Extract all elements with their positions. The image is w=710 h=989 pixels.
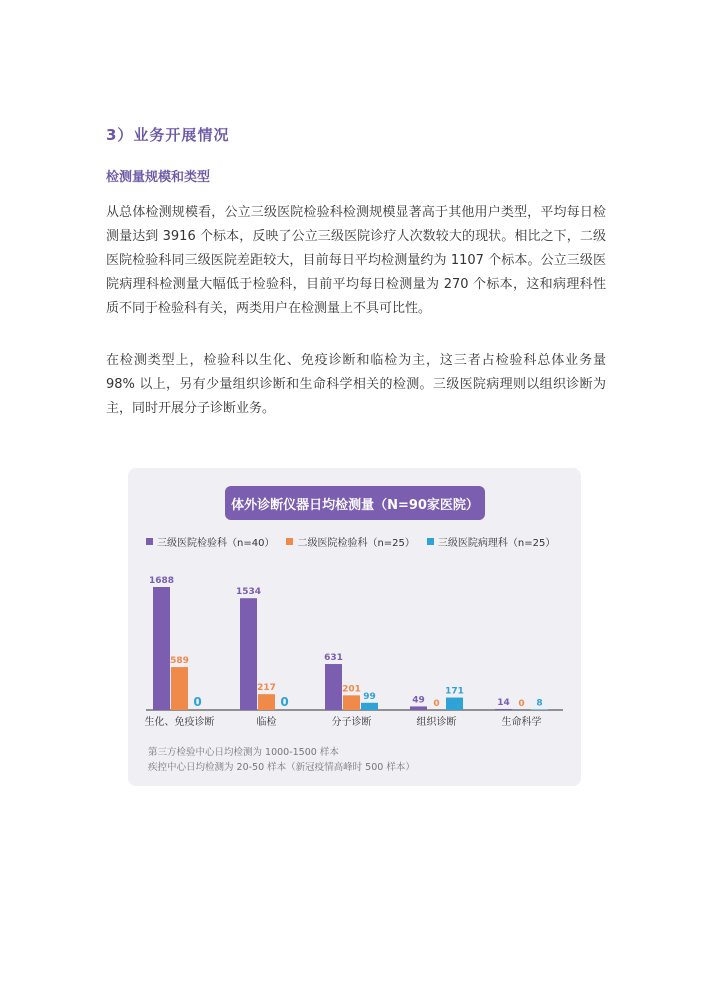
legend-label: 三级医院病理科（n=25） <box>437 538 556 549</box>
bar-4-0 <box>495 709 512 710</box>
data-label-3-1: 0 <box>433 699 440 709</box>
data-label-4-0: 14 <box>497 697 510 708</box>
chart-legend <box>146 534 555 549</box>
legend-item-tertiary-lab <box>146 534 274 549</box>
data-label-3-2: 171 <box>445 686 464 697</box>
legend-swatch <box>146 538 153 545</box>
legend-item-tertiary-pathology <box>427 534 555 549</box>
bar-2-2 <box>361 703 378 710</box>
legend-label: 三级医院检验科（n=40） <box>157 538 275 549</box>
footnote-third-party: 第三方检验中心日均检测为 1000-1500 样本 <box>148 747 339 758</box>
data-label-0-0: 1688 <box>148 576 175 586</box>
legend-swatch <box>427 538 434 545</box>
bar-3-0 <box>410 706 427 710</box>
data-label-0-1: 589 <box>170 656 189 667</box>
category-label: 临检 <box>256 717 277 728</box>
bar-2-0 <box>325 664 342 710</box>
bar-1-0 <box>240 598 257 710</box>
data-label-1-0: 1534 <box>235 587 262 598</box>
data-label-0-2: 0 <box>193 695 202 709</box>
bar-3-2 <box>446 698 463 710</box>
paragraph-detection-type: 在检测类型上，检验科以生化、免疫诊断和临检为主，这三者占检验科总体业务量 98% 以上，另有少量组织诊断和生命科学相关的检测。三级医院病理则以组织诊断为主，同时开展分子诊断业务。 <box>106 353 606 416</box>
category-label: 组织诊断 <box>416 717 457 728</box>
bar-1-1 <box>258 694 275 710</box>
data-label-1-2: 0 <box>280 695 289 709</box>
data-label-3-0: 49 <box>412 695 425 706</box>
data-label-4-1: 0 <box>518 699 525 709</box>
chart-card <box>128 468 581 786</box>
legend-label: 二级医院检验科（n=25） <box>297 538 415 549</box>
category-label: 分子诊断 <box>331 717 372 728</box>
bar-0-1 <box>171 667 188 710</box>
data-label-2-0: 631 <box>324 653 343 664</box>
sub-heading: 检测量规模和类型 <box>106 170 211 185</box>
section-heading: 3）业务开展情况 <box>106 126 230 144</box>
category-label: 生命科学 <box>501 717 542 728</box>
data-label-2-1: 201 <box>342 684 361 695</box>
footnote-cdc: 疾控中心日均检测为 20-50 样本（新冠疫情高峰时 500 样本） <box>148 762 415 773</box>
category-label: 生化、免疫诊断 <box>144 717 215 728</box>
bar-2-1 <box>343 695 360 710</box>
legend-swatch <box>286 538 293 545</box>
legend-item-secondary-lab <box>286 534 414 549</box>
data-label-1-1: 217 <box>257 683 276 694</box>
bar-0-0 <box>153 587 170 710</box>
chart-title: 体外诊断仪器日均检测量（N=90家医院） <box>225 486 485 520</box>
data-label-2-2: 99 <box>363 691 376 702</box>
data-label-4-2: 8 <box>536 698 543 709</box>
bar-4-2 <box>531 709 548 710</box>
paragraph-detection-scale: 从总体检测规模看，公立三级医院检验科检测规模显著高于其他用户类型，平均每日检测量达到 3916 个标本，反映了公立三级医院诊疗人次数较大的现状。相比之下，二级医院检验科同三级医院差距较大，目前每日平均检测量约为 1107 个标本。公立三级医院病理科检测量大幅低于检验科，目前平均每日检测量为 270 个标本，这和病理科性质不同于检验科有关，两类用户在检测量上不具可比性。 <box>106 205 606 316</box>
